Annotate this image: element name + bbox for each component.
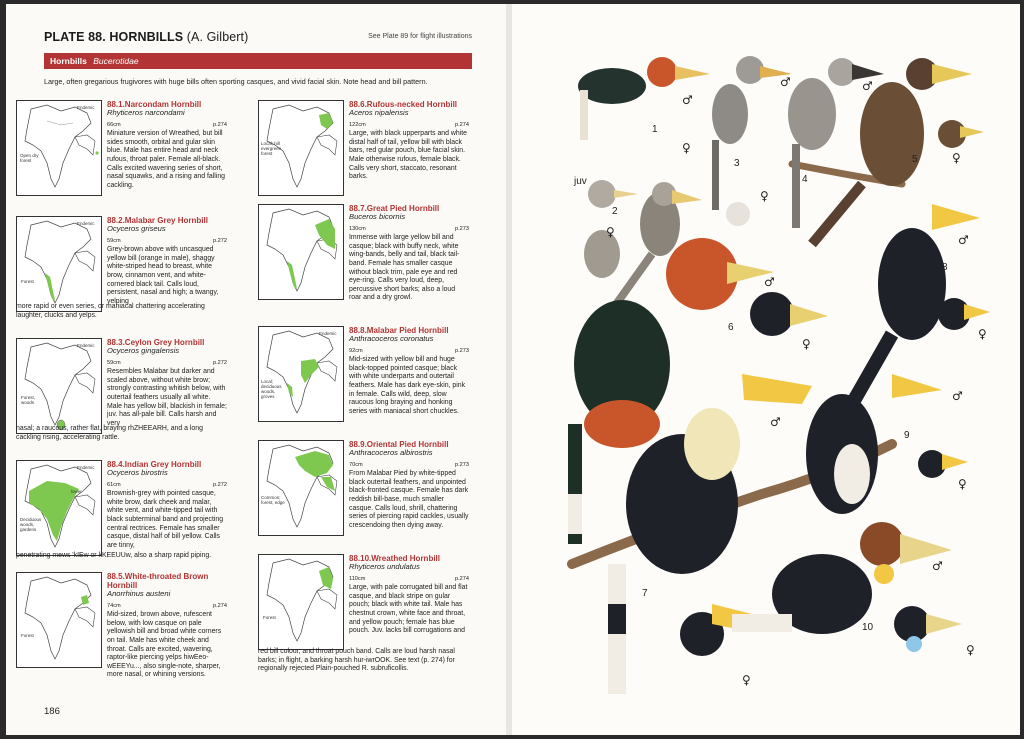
male-symbol: ♂ [958, 233, 969, 247]
species-number: 88.1. [107, 100, 125, 109]
page-number: 186 [44, 706, 60, 717]
species-text [107, 338, 227, 428]
species-scientific: Ocyceros birostris [107, 468, 168, 477]
range-map [258, 204, 344, 300]
species-scientific: Anthracoceros coronatus [349, 334, 434, 343]
species-description: Mid-sized with yellow bill and huge black-topped pointed casque; black with white underparts and outertail feathers. Male has dark eye-skin, pink in female. Calls wild, deep, slow raucous long braying and honking series with maniacal short chuckles. [349, 356, 466, 415]
male-symbol: ♂ [862, 79, 873, 93]
species-number: 88.6. [349, 100, 367, 109]
male-symbol: ♂ [764, 275, 775, 289]
bird-grey-hornbill-juv [588, 180, 638, 208]
species-page-ref: p.274 [213, 602, 227, 609]
map-label: Deciduous woods, gardens [20, 517, 42, 532]
india-map-outline [17, 217, 101, 311]
female-symbol: ♀ [978, 327, 987, 341]
species-text [349, 100, 469, 182]
species-number: 88.2. [107, 216, 125, 225]
plate-number-label: 2 [612, 206, 618, 217]
range-map [16, 216, 102, 312]
species-size: 130cm [349, 225, 366, 232]
female-symbol: ♀ [958, 477, 967, 491]
female-symbol: ♀ [760, 189, 769, 203]
species-scientific: Rhyticeros narcondami [107, 108, 185, 117]
species-name: Malabar Pied Hornbill [366, 326, 449, 335]
male-symbol: ♂ [932, 559, 943, 573]
species-number: 88.4. [107, 460, 125, 469]
range-map [258, 554, 344, 650]
plate-title [44, 30, 248, 44]
plate-number-label: 8 [942, 262, 948, 273]
range-map [258, 440, 344, 536]
species-description: Mid-sized, brown above, rufescent below, with low casque on pale yellowish bill and broad white corners on tail. Male has white cheek and throat. Calls are excited, wavering, raptor-like piercing yelps hiwEeo-wEEEYu..., also single-note, sharper, more nasal, or whining versions. [107, 611, 222, 679]
plate-number-label: 4 [802, 174, 808, 185]
species-scientific: Rhyticeros undulatus [349, 562, 420, 571]
male-symbol: ♂ [952, 389, 963, 403]
family-bar [44, 53, 472, 69]
plate-number-label: 3 [734, 158, 740, 169]
species-size: 122cm [349, 121, 366, 128]
species-text [349, 204, 469, 303]
species-size: 59cm [107, 359, 121, 366]
india-map-outline [259, 555, 343, 649]
range-map [258, 100, 344, 196]
species-size: 59cm [107, 237, 121, 244]
species-description: From Malabar Pied by white-tipped black outertail feathers, and unpointed black-fronted casque. Female has dark reddish bill-base, much smaller casque. Calls loud, shrill, chattering series of piercing rapid cackles, usually crescendoing then dying away. [349, 470, 469, 529]
species-description: Large, with black upperparts and white distal half of tail, yellow bill with black bars, red gular pouch, blue facial skin. Male otherwise rufous, female black. Calls very short, staccato, resonant barks. [349, 130, 467, 181]
species-size: 66cm [107, 121, 121, 128]
family-name: Hornbills [50, 56, 87, 66]
plate-number-label: 1 [652, 124, 658, 135]
species-scientific: Ocyceros griseus [107, 224, 166, 233]
species-description: Grey-brown above with uncasqued yellow bill (orange in male), shaggy white-striped head to breast, white brow, cinnamon vent, and white-cornered black tail. Calls loud, persistent, nasal and high; a twangy, yelping [107, 246, 219, 305]
species-page-ref: p.272 [213, 237, 227, 244]
left-page [6, 4, 506, 735]
female-symbol: ♀ [682, 141, 691, 155]
species-size: 70cm [349, 461, 363, 468]
range-map [16, 572, 102, 668]
species-text [349, 554, 469, 636]
species-scientific: Aceros nipalensis [349, 108, 409, 117]
species-scientific: Anorrhinus austeni [107, 589, 171, 598]
range-map [16, 100, 102, 196]
family-latin: Bucerotidae [93, 56, 139, 66]
india-map-outline [17, 339, 101, 433]
species-number: 88.7. [349, 204, 367, 213]
species-name: Oriental Pied Hornbill [366, 440, 449, 449]
range-map [16, 338, 102, 434]
species-number: 88.10. [349, 554, 372, 563]
map-label: Forest [21, 279, 34, 284]
species-number: 88.3. [107, 338, 125, 347]
india-map-outline [259, 205, 343, 299]
species-number: 88.9. [349, 440, 367, 449]
species-size: 74cm [107, 602, 121, 609]
map-label: Forest, woods [21, 395, 36, 405]
species-name: Wreathed Hornbill [371, 554, 440, 563]
species-text [349, 326, 469, 416]
map-label: Local; deciduous woods, groves [261, 379, 282, 399]
species-page-ref: p.273 [455, 347, 469, 354]
species-description-continued: red bill colour, and throat pouch band. Calls are loud harsh nasal barks; in flight, a barking harsh hur-iwrOOK. See text (p. 274) for regionally rejected Plain-pouched R. subruficollis. [258, 648, 455, 673]
species-description-continued: more rapid or even series, or maniacal chattering accelerating laughter, clucks and yelps. [16, 303, 205, 319]
plate-number-label: 5 [912, 154, 918, 165]
species-name: Malabar Grey Hornbill [124, 216, 208, 225]
species-text [107, 460, 227, 550]
species-page-ref: p.273 [455, 225, 469, 232]
india-map-outline [17, 573, 101, 667]
species-page-ref: p.274 [455, 575, 469, 582]
species-scientific: Ocyceros gingalensis [107, 346, 180, 355]
species-description-continued: nasal; a raucous, rather flat, braying rhZHEEARH, and a long cackling rising, accelerating rattle. [16, 425, 203, 441]
plate-number-label: 7 [642, 588, 648, 599]
male-symbol: ♂ [770, 415, 781, 429]
map-label: Local; hill evergreen forest [261, 141, 282, 156]
species-size: 61cm [107, 481, 121, 488]
species-name: Ceylon Grey Hornbill [124, 338, 205, 347]
india-map-outline [259, 327, 343, 421]
species-page-ref: p.272 [213, 359, 227, 366]
juvenile-label: juv [574, 176, 587, 187]
species-text [107, 100, 227, 190]
plate-number-label: 9 [904, 430, 910, 441]
map-label: Forest [21, 633, 34, 638]
species-name: Narcondam Hornbill [124, 100, 202, 109]
male-symbol: ♂ [780, 75, 791, 89]
india-map-outline [17, 101, 101, 195]
species-number: 88.5. [107, 572, 125, 581]
plate-author: (A. Gilbert) [186, 30, 249, 44]
species-name: White-throated Brown Hornbill [107, 572, 209, 590]
female-symbol: ♀ [966, 643, 975, 657]
species-scientific: Buceros bicornis [349, 212, 406, 221]
map-label: Open dry forest [20, 153, 39, 163]
plate-number-label: 10 [862, 622, 874, 633]
species-description-continued: penetrating mews 'kIEw or kKEEUUw, also a sharp rapid piping. [16, 552, 212, 559]
map-label: Endemic [77, 465, 95, 470]
female-symbol: ♀ [606, 225, 615, 239]
plate-title-text: PLATE 88. HORNBILLS [44, 30, 184, 44]
range-map [258, 326, 344, 422]
intro-text: Large, often gregarious frugivores with huge bills often sporting casques, and vivid facial skin. Note head and bill pattern. [44, 77, 428, 86]
map-label: Endemic [77, 221, 95, 226]
male-symbol: ♂ [682, 93, 693, 107]
species-text [349, 440, 469, 530]
species-page-ref: p.273 [455, 461, 469, 468]
species-page-ref: p.274 [455, 121, 469, 128]
plate-number-label: 6 [728, 322, 734, 333]
species-description: Immense with large yellow bill and casque; black with buffy neck, white wing-bands, belly and tail, black tail-band. Female has smaller casque without black trim, pale eye and red eye-ring. Calls very loud, deep, percussive short barks; also a loud roar and a dry growl. [349, 234, 460, 302]
map-label: Forest [263, 615, 276, 620]
female-symbol: ♀ [802, 337, 811, 351]
map-label: Endemic [77, 343, 95, 348]
female-symbol: ♀ [952, 151, 961, 165]
species-number: 88.8. [349, 326, 367, 335]
map-label: lower [71, 489, 82, 494]
species-name: Great Pied Hornbill [366, 204, 440, 213]
species-text [107, 572, 227, 680]
india-map-outline [17, 461, 101, 555]
map-label: Endemic [77, 105, 95, 110]
species-page-ref: p.274 [213, 121, 227, 128]
hornbill-illustrations [512, 4, 1020, 735]
range-map [16, 460, 102, 556]
plate-note: See Plate 89 for flight illustrations [368, 33, 472, 40]
species-size: 92cm [349, 347, 363, 354]
bird-malabar-pied [852, 204, 990, 404]
female-symbol: ♀ [742, 673, 751, 687]
species-page-ref: p.272 [213, 481, 227, 488]
species-size: 110cm [349, 575, 366, 582]
species-text [107, 216, 227, 306]
map-label: Endemic [319, 331, 337, 336]
species-name: Rufous-necked Hornbill [366, 100, 458, 109]
bird-wreathed [732, 522, 962, 652]
species-name: Indian Grey Hornbill [124, 460, 202, 469]
species-scientific: Anthracoceros albirostris [349, 448, 433, 457]
map-label: Common; forest, edge [261, 495, 285, 505]
species-description: Resembles Malabar but darker and scaled above, without white brow; strongly contrasting whitish below, with outertail feathers usually all white. Male has yellow bill, blackish in female; juv. has all-pale bill. Calls harsh and very [107, 368, 227, 427]
species-description: Brownish-grey with pointed casque, white brow, dark cheek and malar, white vent, and white-tipped tail with black subterminal band and projecting central rectrices. Female has smaller casque, distal half of bill yellow. Calls are tinny, [107, 490, 224, 549]
species-description: Large, with pale corrugated bill and flat casque, and black stripe on gular pouch; black with white tail. Male has chestnut crown, white face and throat, and yellow pouch; female has blue pouch. Juv. lacks bill corrugations and [349, 584, 468, 635]
india-map-outline [259, 441, 343, 535]
plate-header [44, 30, 472, 48]
species-description: Miniature version of Wreathed, but bill sides smooth, orbital and gular skin blue. Male has entire head and neck rufous, throat paler. Female all-black. Calls excited wavering series of short, nasal squawks, and a rising and falling cackling. [107, 130, 225, 189]
right-page-plate [512, 4, 1020, 735]
